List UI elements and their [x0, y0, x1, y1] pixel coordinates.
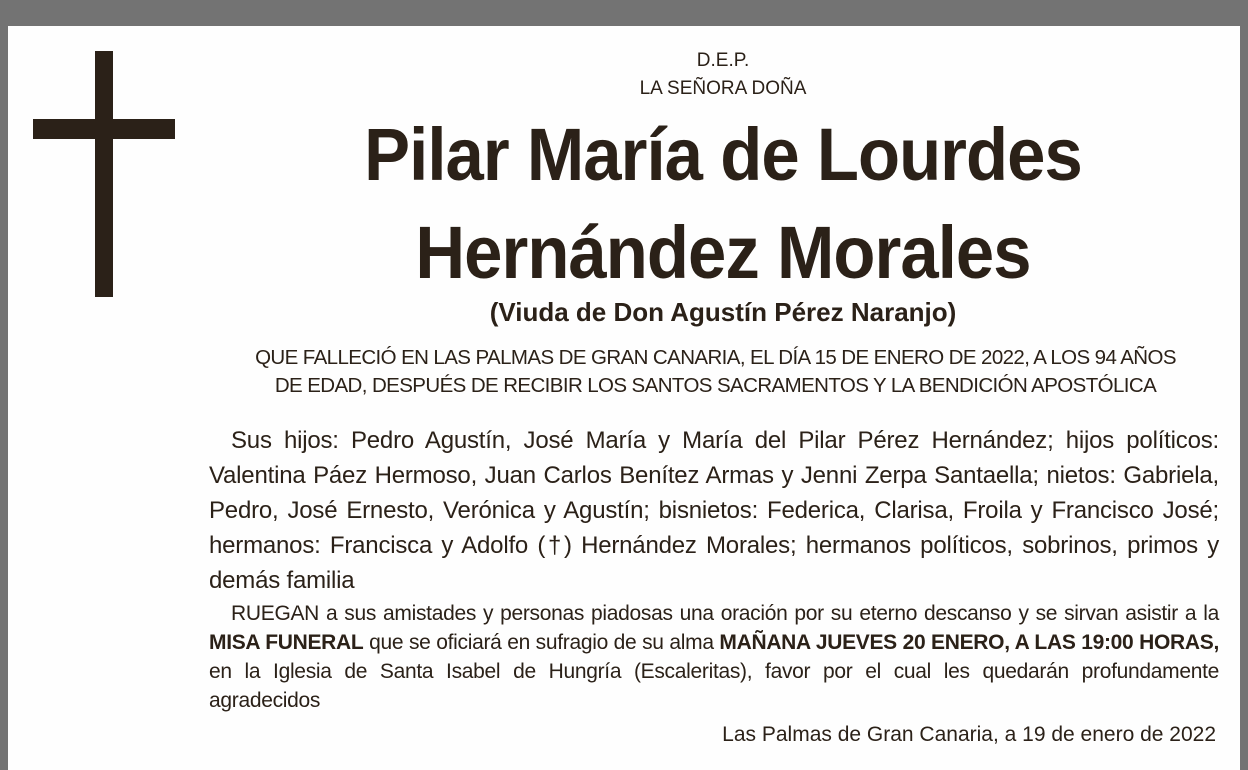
mass-paragraph — [209, 599, 1219, 715]
announcement-line-2: DE EDAD, DESPUÉS DE RECIBIR LOS SANTOS SACRAMENTOS Y LA BENDICIÓN APOSTÓLICA — [274, 374, 1157, 397]
latin-cross-icon — [33, 51, 175, 297]
place-date-line: Las Palmas de Gran Canaria, a 19 de enero de 2022 — [722, 723, 1216, 746]
deceased-name — [198, 106, 1248, 302]
dep-heading: D.E.P. — [696, 50, 750, 71]
mass-text-1: RUEGAN a sus amistades y personas piadosas una oración por su eterno descanso y se sirvan asistir a la — [231, 602, 1219, 625]
widow-of-line: (Viuda de Don Agustín Pérez Naranjo) — [489, 297, 957, 327]
death-announcement — [208, 344, 1223, 400]
announcement-line-1: QUE FALLECIÓ EN LAS PALMAS DE GRAN CANARIA, EL DÍA 15 DE ENERO DE 2022, A LOS 94 AÑOS — [255, 346, 1176, 369]
name-line-1: Pilar María de Lourdes — [364, 113, 1082, 196]
name-line-2: Hernández Morales — [415, 211, 1031, 294]
mass-date-time: MAÑANA JUEVES 20 ENERO, A LAS 19:00 HORAS, — [719, 631, 1219, 654]
mass-text-2: que se oficiará en sufragio de su alma — [363, 631, 720, 654]
honorific-line: LA SEÑORA DOÑA — [639, 78, 807, 99]
mass-text-3: en la Iglesia de Santa Isabel de Hungría (Escaleritas), favor por el cual les quedarán profundamente agradecidos — [209, 660, 1219, 712]
family-paragraph: Sus hijos: Pedro Agustín, José María y María del Pilar Pérez Hernández; hijos políticos: Valentina Páez Hermoso, Juan Carlos Benítez Armas y Jenni Zerpa Santaella; nietos: Gabriela, Pedro, José Ernesto, Verónica y Agustín; bisnietos: Federica, Clarisa, Froila y Francisco José; hermanos: Francisca y Adolfo (†) Hernández Morales; hermanos políticos, sobrinos, primos y demás familia — [209, 427, 1219, 594]
mass-funeral-label: MISA FUNERAL — [209, 631, 364, 654]
obituary-card — [8, 26, 1240, 770]
